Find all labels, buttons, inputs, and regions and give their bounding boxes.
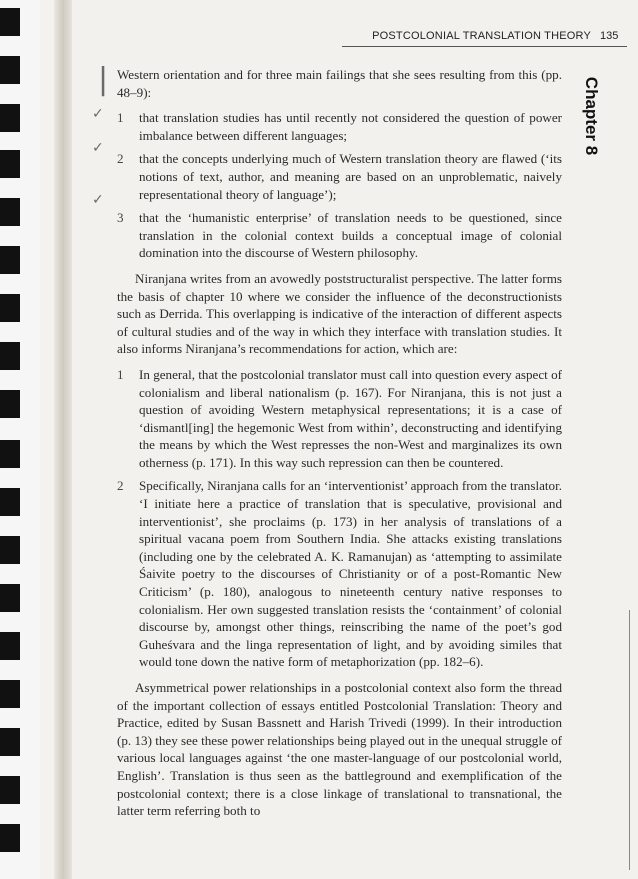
paragraph: Asymmetrical power relationships in a postcolonial context also form the thread of the important collection of essays entitled Postcolonial Translation: Theory and Practice, edited by Susan Bassnett and Harish Trivedi (1999). In their introduction (p. 13) they see these power relationships being played out in the unequal struggle of various local languages against ‘the one master-language of our postcolonial world, English’. Translation is thus seen as the battleground and exemplification of the postcolonial context; there is a close linkage of translational to transnational, the latter term referring both to: [117, 680, 562, 819]
list-item: [117, 109, 562, 144]
margin-bracket: [619, 610, 630, 870]
chapter-label: Chapter 8: [582, 76, 602, 156]
binding-tab: [0, 246, 20, 274]
item-text: In general, that the postcolonial translator must call into question every aspect of colonialism and liberal nationalism (p. 167). For Niranjana, this is not just a question of avoiding Western metaphysical representations; it is a case of ‘dismantl[ing] the hegemonic West from within’, deconstructing and identifying the means by which the West represses the non-West and marginalizes its own otherness (p. 171). In this way such repression can then be countered.: [139, 366, 562, 470]
item-number: 2: [117, 151, 124, 167]
binding-tab: [0, 824, 20, 852]
binding-tab: [0, 632, 20, 660]
chapter-tab: [580, 70, 628, 170]
item-text: that the concepts underlying much of Western translation theory are flawed (‘its notions of text, author, and meaning are based on an unproblematic, naively representational theory of language’);: [139, 151, 562, 202]
list-item: [117, 209, 562, 262]
binding-tab: [0, 150, 20, 178]
item-text: Specifically, Niranjana calls for an ‘interventionist’ approach from the translator. ‘I initiate here a practice of translation that is speculative, provisional and interventionist’, she proclaims (p. 173) in her analysis of translations of a spiritual vacana poem from Southern India. She attacks existing translations (including one by the celebrated A. K. Ramanujan) as ‘attempting to assimilate Śaivite poetry to the discourses of Christianity or of a post-Romantic New Criticism’ (p. 180), analogous to nineteenth century native responses to colonialism. Her own suggested translation resists the ‘containment’ of colonial discourse by, amongst other things, reinscribing the name of the poet’s god Guheśvara and the linga representation of light, and by avoiding similes that would tone down the native form of metaphorization (pp. 182–6).: [139, 478, 562, 670]
pencil-check-mark: ✓: [92, 192, 104, 208]
binding-tab: [0, 390, 20, 418]
item-number: 1: [117, 366, 124, 382]
binding-tab: [0, 440, 20, 468]
paragraph: Niranjana writes from an avowedly poststructuralist perspective. The latter forms the basis of chapter 10 where we consider the influence of the deconstructionists such as Derrida. This overlapping is indicative of the interaction of different aspects of cultural studies and of the way in which they interface with translation studies. It also informs Niranjana’s recommendations for action, which are:: [117, 270, 562, 357]
item-number: 3: [117, 210, 124, 226]
binding-tab: [0, 8, 20, 36]
item-text: that the ‘humanistic enterprise’ of translation needs to be questioned, since translation in the colonial context builds a conceptual image of colonial domination into the discourse of Western philosophy.: [139, 210, 562, 261]
list-item: [117, 477, 562, 671]
pencil-bracket-mark: |: [98, 62, 109, 97]
binding-tab: [0, 776, 20, 804]
header-rule: [342, 46, 627, 47]
item-number: 2: [117, 478, 124, 494]
book-spine: [54, 0, 72, 879]
binding-tab: [0, 198, 20, 226]
binding-tab: [0, 584, 20, 612]
pencil-check-mark: ✓: [92, 106, 104, 122]
binding-tab: [0, 536, 20, 564]
binding-tab: [0, 294, 20, 322]
list-item: [117, 366, 562, 472]
recommendations-list: [117, 366, 562, 671]
binding-edge: [0, 0, 40, 879]
running-head: POSTCOLONIAL TRANSLATION THEORY: [372, 30, 591, 42]
binding-tab: [0, 728, 20, 756]
failings-list: [117, 109, 562, 262]
body-text: [117, 66, 562, 828]
opening-line: Western orientation and for three main failings that she sees resulting from this (pp. 48–9):: [117, 67, 562, 100]
book-page: [72, 0, 638, 879]
list-item: [117, 150, 562, 203]
pencil-check-mark: ✓: [92, 140, 104, 156]
binding-tab: [0, 680, 20, 708]
binding-tab: [0, 342, 20, 370]
binding-tab: [0, 104, 20, 132]
binding-tab: [0, 488, 20, 516]
item-number: 1: [117, 110, 124, 126]
binding-tab: [0, 56, 20, 84]
page-number: 135: [600, 30, 619, 42]
item-text: that translation studies has until recently not considered the question of power imbalance between different languages;: [139, 110, 562, 143]
